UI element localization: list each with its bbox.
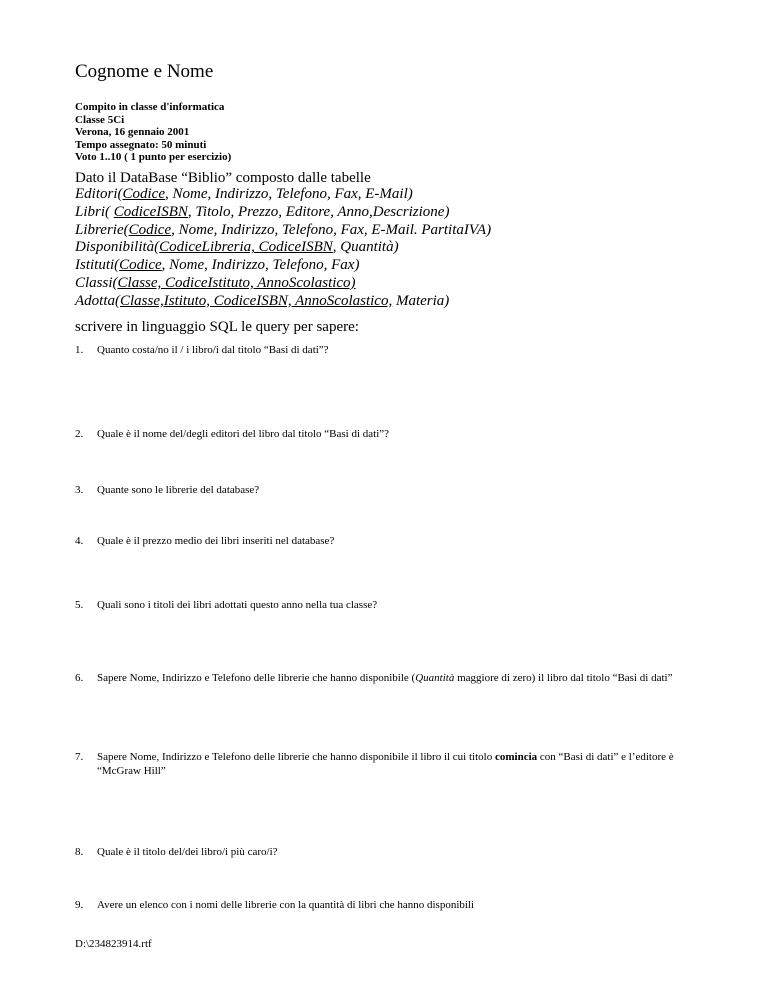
question-item [75, 343, 715, 357]
question-text: Quante sono le librerie del database? [97, 484, 260, 496]
schema-librerie [75, 222, 491, 240]
question-item [75, 671, 715, 685]
question-item [75, 898, 715, 912]
schema-editori [75, 186, 491, 204]
question-number: 1. [75, 344, 84, 356]
question-number: 5. [75, 599, 84, 611]
question-number: 9. [75, 899, 84, 911]
question-text [97, 750, 715, 778]
schema-libri [75, 204, 491, 222]
question-text: Quale è il prezzo medio dei libri inseriti nel database? [97, 535, 335, 547]
table-fields: , Titolo, Prezzo, Editore, Anno,Descrizione) [187, 203, 450, 220]
table-fields: , Nome, Indirizzo, Telefono, Fax) [161, 257, 360, 274]
primary-key: Classe, CodiceIstituto, AnnoScolastico) [117, 274, 356, 291]
field-name-emphasis: Quantità [415, 672, 455, 684]
schema-classi [75, 275, 491, 293]
table-schema-list [75, 186, 491, 311]
question-text-part: Sapere Nome, Indirizzo e Telefono delle librerie che hanno disponibile il libro il cui titolo [97, 751, 495, 763]
schema-adotta [75, 293, 491, 311]
table-fields: , Nome, Indirizzo, Telefono, Fax, E-Mail) [165, 186, 413, 202]
question-text-part: maggiore di zero) il libro dal titolo “Basi di dati” [454, 672, 673, 684]
question-text: Quanto costa/no il / i libro/i dal titolo “Basi di dati”? [97, 344, 329, 356]
question-text: Quale è il nome del/degli editori del libro dal titolo “Basi di dati”? [97, 428, 390, 440]
question-item [75, 534, 715, 548]
schema-istituti [75, 257, 491, 275]
question-text-part: Sapere Nome, Indirizzo e Telefono delle librerie che hanno disponibile ( [97, 672, 416, 684]
question-text [97, 671, 715, 685]
database-intro: Dato il DataBase “Biblio” composto dalle tabelle [75, 170, 371, 186]
question-number: 7. [75, 751, 84, 763]
student-name-heading: Cognome e Nome [75, 61, 214, 82]
instructions-heading: scrivere in linguaggio SQL le query per sapere: [75, 319, 359, 335]
primary-key: CodiceLibreria, CodiceISBN [159, 239, 333, 256]
exam-header-line: Verona, 16 gennaio 2001 [75, 126, 190, 138]
question-number: 2. [75, 428, 84, 440]
file-path-footer: D:\234823914.rtf [75, 938, 152, 950]
table-name: Editori( [75, 186, 123, 202]
exam-header-line: Tempo assegnato: 50 minuti [75, 138, 207, 151]
table-fields: Materia) [392, 292, 450, 309]
question-number: 8. [75, 846, 84, 858]
question-item [75, 483, 715, 497]
exam-header-line: Classe 5Ci [75, 113, 125, 126]
table-name: Disponibilità( [75, 239, 160, 256]
question-text: Avere un elenco con i nomi delle librerie con la quantità di libri che hanno disponibili [97, 899, 475, 911]
question-item [75, 845, 715, 859]
table-name: Libri( [75, 203, 114, 220]
primary-key: Codice [122, 186, 165, 202]
schema-disponibilita [75, 239, 491, 257]
exam-header-line: Compito in classe d'informatica [75, 101, 225, 113]
question-text: Quali sono i titoli dei libri adottati questo anno nella tua classe? [97, 599, 378, 611]
table-fields: , Nome, Indirizzo, Telefono, Fax, E-Mail. PartitaIVA) [171, 221, 492, 238]
table-name: Librerie( [75, 221, 129, 238]
question-item [75, 750, 715, 778]
table-name: Istituti( [75, 257, 120, 274]
exam-header [75, 101, 231, 164]
question-number: 6. [75, 672, 84, 684]
primary-key: Codice [128, 221, 172, 238]
table-name: Classi( [75, 274, 118, 291]
question-text-part: con “Basi di dati” e l’editore è “McGraw Hill” [97, 751, 674, 777]
question-text: Quale è il titolo del/dei libro/i più caro/i? [97, 846, 278, 858]
primary-key: Codice [119, 257, 162, 274]
question-number: 3. [75, 484, 84, 496]
table-name: Adotta( [75, 292, 120, 309]
question-number: 4. [75, 535, 84, 547]
question-item [75, 598, 715, 612]
primary-key: CodiceISBN [113, 203, 188, 220]
exam-header-line: Voto 1..10 ( 1 punto per esercizio) [75, 151, 232, 163]
question-item [75, 427, 715, 441]
keyword-emphasis: comincia [494, 751, 538, 763]
table-fields: , Quantità) [332, 239, 399, 256]
primary-key: Classe,Istituto, CodiceISBN, AnnoScolastico, [120, 292, 393, 309]
